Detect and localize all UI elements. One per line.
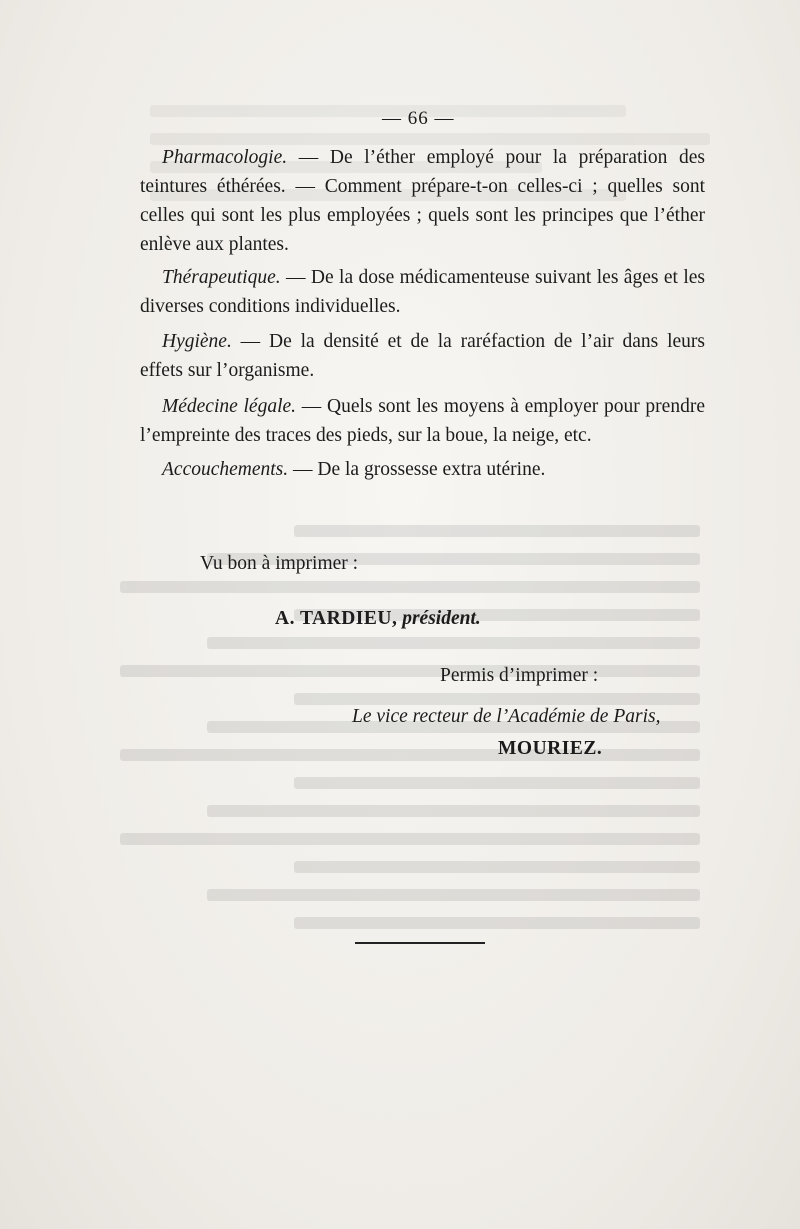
- president-name: A. TARDIEU,: [275, 608, 398, 629]
- reverse-page-bleed: [120, 515, 700, 945]
- section-text: — De la grossesse extra utérine.: [288, 459, 546, 480]
- section-term: Pharmacologie.: [162, 147, 288, 168]
- president-signature: [275, 608, 481, 630]
- section-text: — De l’éther employé pour la préparation des teintures éthérées. — Comment prépare-t-on celles-ci ; quelles sont celles qui sont les plus employées ; quels sont les principes que l’éther enlève aux plantes.: [140, 147, 705, 255]
- vu-bon-a-imprimer: Vu bon à imprimer :: [200, 553, 359, 574]
- vice-recteur-title: Le vice recteur de l’Académie de Paris,: [352, 706, 661, 727]
- page-number: — 66 —: [382, 108, 455, 129]
- paragraph-accouchements: [140, 455, 705, 484]
- paragraph-medecine-legale: [140, 392, 705, 450]
- paragraph-hygiene: [140, 327, 705, 385]
- section-term: Médecine légale.: [162, 396, 297, 417]
- section-text: — De la densité et de la raréfaction de l’air dans leurs effets sur l’organisme.: [140, 331, 705, 381]
- permis-d-imprimer: Permis d’imprimer :: [440, 665, 599, 686]
- president-role: président.: [402, 608, 481, 629]
- section-term: Hygiène.: [162, 331, 232, 352]
- section-term: Thérapeutique.: [162, 267, 281, 288]
- closing-rule: [355, 942, 485, 944]
- paragraph-pharmacologie: [140, 143, 705, 259]
- section-text: — Quels sont les moyens à employer pour prendre l’empreinte des traces des pieds, sur la boue, la neige, etc.: [140, 396, 705, 446]
- signatory-name: MOURIEZ.: [498, 738, 603, 759]
- section-term: Accouchements.: [162, 459, 289, 480]
- section-text: — De la dose médicamenteuse suivant les âges et les diverses conditions individuelles.: [140, 267, 705, 317]
- paragraph-therapeutique: [140, 263, 705, 321]
